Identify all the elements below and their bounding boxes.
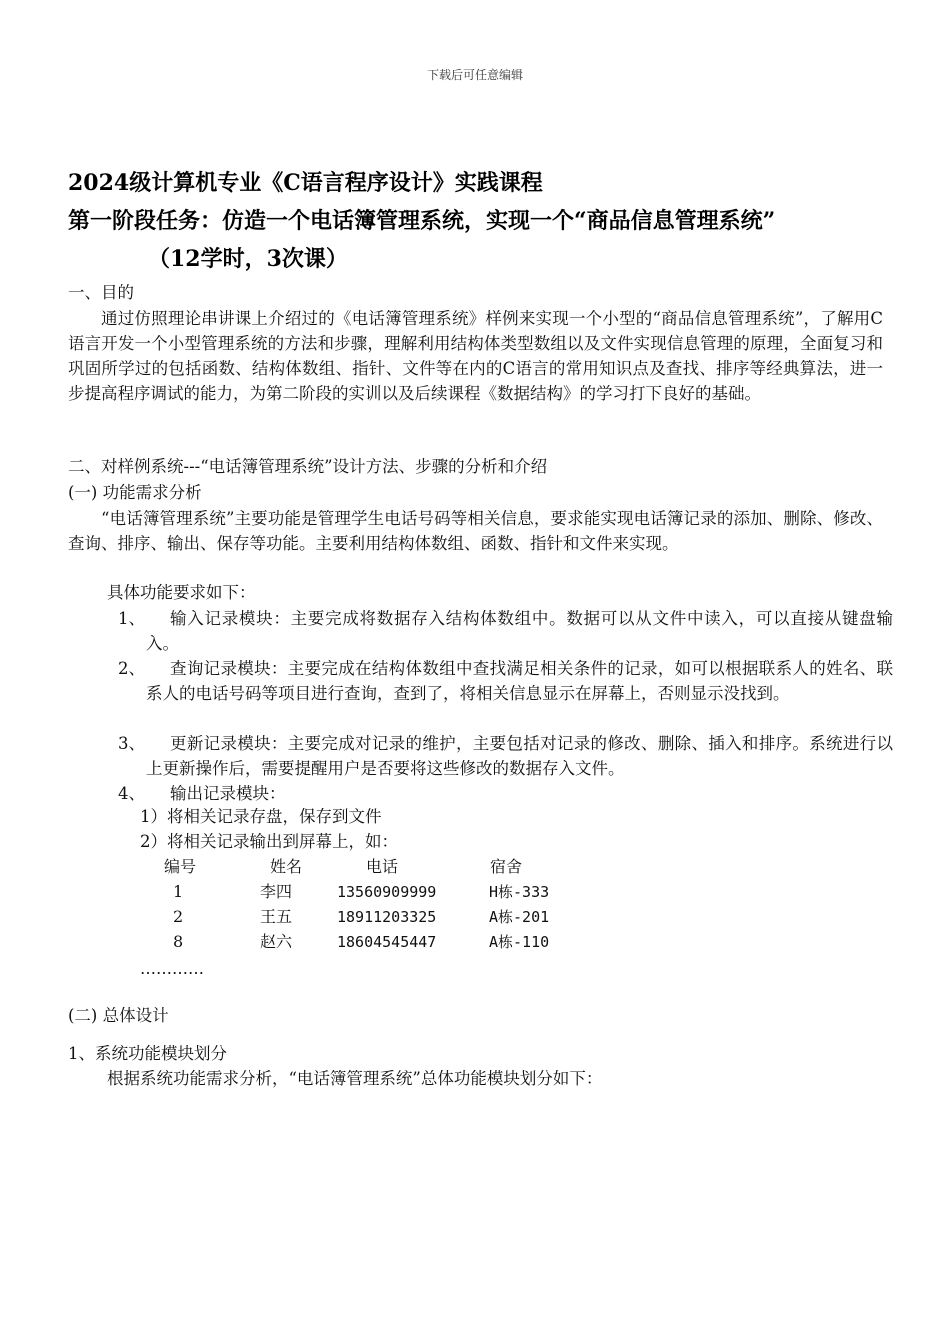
table-cell: A栋-110 [489,933,550,951]
table-ellipsis: ………… [140,959,204,978]
subsection-1-heading: (一) 功能需求分析 [68,483,202,502]
requirement-text: 查询记录模块：主要完成在结构体数组中查找满足相关条件的记录，如可以根据联系人的姓名、联系人的电话号码等项目进行查询，查到了，将相关信息显示在屏幕上，否则显示没找到。 [146,659,893,703]
subsection-1-paragraph: “电话簿管理系统”主要功能是管理学生电话号码等相关信息，要求能实现电话簿记录的添加、删除、修改、查询、排序、输出、保存等功能。主要利用结构体数组、函数、指针和文件来实现。 [68,509,883,553]
requirement-text: 更新记录模块：主要完成对记录的维护，主要包括对记录的修改、删除、插入和排序。系统进行以上更新操作后，需要提醒用户是否要将这些修改的数据存入文件。 [146,734,893,778]
requirement-item [118,781,893,806]
table-cell: A栋-201 [489,908,550,926]
document-title: 2024级计算机专业《C语言程序设计》实践课程 [68,170,543,196]
page-header-note: 下载后可任意编辑 [426,68,523,82]
subsection-2-heading: (二) 总体设计 [68,1006,169,1025]
section-1-heading: 一、目的 [68,283,134,302]
table-cell: 1 [173,882,184,901]
requirement-number: 1、 [118,609,145,628]
table-header-id: 编号 [164,857,197,876]
hours-subtitle: （12学时，3次课） [148,246,348,272]
output-subitem: 1）将相关记录存盘，保存到文件 [140,807,382,826]
stage-task-title: 第一阶段任务：仿造一个电话簿管理系统，实现一个“商品信息管理系统” [68,208,776,234]
requirement-text: 输入记录模块：主要完成将数据存入结构体数组中。数据可以从文件中读入，可以直接从键盘输入。 [146,609,893,653]
requirement-text: 输出记录模块： [170,784,286,803]
table-header-dorm: 宿舍 [490,857,523,876]
table-cell: 18911203325 [337,908,437,926]
subsection-2-item-1: 1、系统功能模块划分 [68,1044,227,1063]
table-cell: 13560909999 [337,883,437,901]
table-cell: H栋-333 [489,883,550,901]
table-cell: 2 [173,907,184,926]
requirements-intro: 具体功能要求如下： [107,583,256,602]
table-cell: 8 [173,932,184,951]
section-1-paragraph: 通过仿照理论串讲课上介绍过的《电话簿管理系统》样例来实现一个小型的“商品信息管理系统”，了解用C语言开发一个小型管理系统的方法和步骤，理解利用结构体类型数组以及文件实现信息管理的原理，全面复习和巩固所学过的包括函数、结构体数组、指针、文件等在内的C语言的常用知识点及查找、排序等经典算法，进一步提高程序调试的能力，为第二阶段的实训以及后续课程《数据结构》的学习打下良好的基础。 [68,309,883,403]
output-subitem: 2）将相关记录输出到屏幕上，如： [140,832,398,851]
table-cell: 赵六 [260,932,293,951]
table-header-phone: 电话 [366,857,399,876]
requirement-number: 2、 [118,659,145,678]
table-header-name: 姓名 [270,857,303,876]
requirement-number: 3、 [118,734,145,753]
table-cell: 18604545447 [337,933,437,951]
requirement-number: 4、 [118,784,145,803]
requirement-item [118,606,893,656]
section-2-heading: 二、对样例系统---“电话簿管理系统”设计方法、步骤的分析和介绍 [68,457,548,476]
table-cell: 王五 [260,907,293,926]
requirement-item [118,656,893,706]
requirement-item [118,731,893,781]
subsection-2-paragraph: 根据系统功能需求分析，“电话簿管理系统”总体功能模块划分如下： [107,1069,603,1088]
table-cell: 李四 [260,882,293,901]
